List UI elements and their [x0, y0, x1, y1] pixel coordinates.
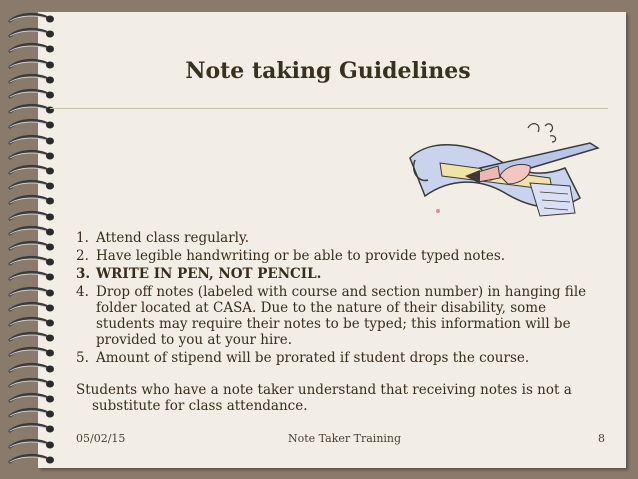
- binder-ring: [6, 194, 56, 208]
- closing-line-1: Students who have a note taker understand that receiving notes is not a: [76, 382, 572, 398]
- guidelines-list: [76, 230, 601, 368]
- slide-title: Note taking Guidelines: [185, 58, 471, 84]
- binder-ring: [6, 362, 56, 376]
- binder-ring: [6, 438, 56, 452]
- closing-paragraph: [76, 382, 601, 414]
- binder-ring: [6, 210, 56, 224]
- binder-ring: [6, 453, 56, 467]
- binder-ring: [6, 301, 56, 315]
- title-divider: [50, 108, 608, 109]
- footer-title: Note Taker Training: [288, 432, 402, 445]
- binder-ring: [6, 255, 56, 269]
- binder-ring: [6, 270, 56, 284]
- binder-ring: [6, 240, 56, 254]
- binder-ring: [6, 422, 56, 436]
- binder-ring: [6, 331, 56, 345]
- closing-line-2: substitute for class attendance.: [92, 398, 308, 414]
- binder-ring: [6, 118, 56, 132]
- list-item: 1. Attend class regularly.: [76, 230, 250, 246]
- list-item: 5. Amount of stipend will be prorated if student drops the course.: [76, 350, 530, 366]
- page-number: 8: [598, 432, 605, 445]
- binder-ring: [6, 179, 56, 193]
- binder-ring: [6, 377, 56, 391]
- list-item: 2. Have legible handwriting or be able to provide typed notes.: [76, 248, 506, 264]
- list-item: 3. WRITE IN PEN, NOT PENCIL.: [76, 266, 322, 282]
- binder-ring: [6, 149, 56, 163]
- binder-ring: [6, 164, 56, 178]
- binder-ring: [6, 407, 56, 421]
- binder-ring: [6, 392, 56, 406]
- binder-ring: [6, 346, 56, 360]
- footer-date: 05/02/15: [76, 432, 126, 445]
- binder-ring: [6, 42, 56, 56]
- binder-ring: [6, 286, 56, 300]
- binder-ring: [6, 316, 56, 330]
- binder-ring: [6, 12, 56, 26]
- pen-and-scroll-clipart-icon: [380, 118, 610, 228]
- list-item: 4. Drop off notes (labeled with course and section number) in hanging file folder located at CASA. Due to the nature of their disability, some students may require their notes to be typed; this information will be provided to you at your hire.: [76, 284, 587, 348]
- binder-ring: [6, 225, 56, 239]
- binder-ring: [6, 27, 56, 41]
- binder-ring: [6, 134, 56, 148]
- binder-ring: [6, 103, 56, 117]
- binder-ring: [6, 88, 56, 102]
